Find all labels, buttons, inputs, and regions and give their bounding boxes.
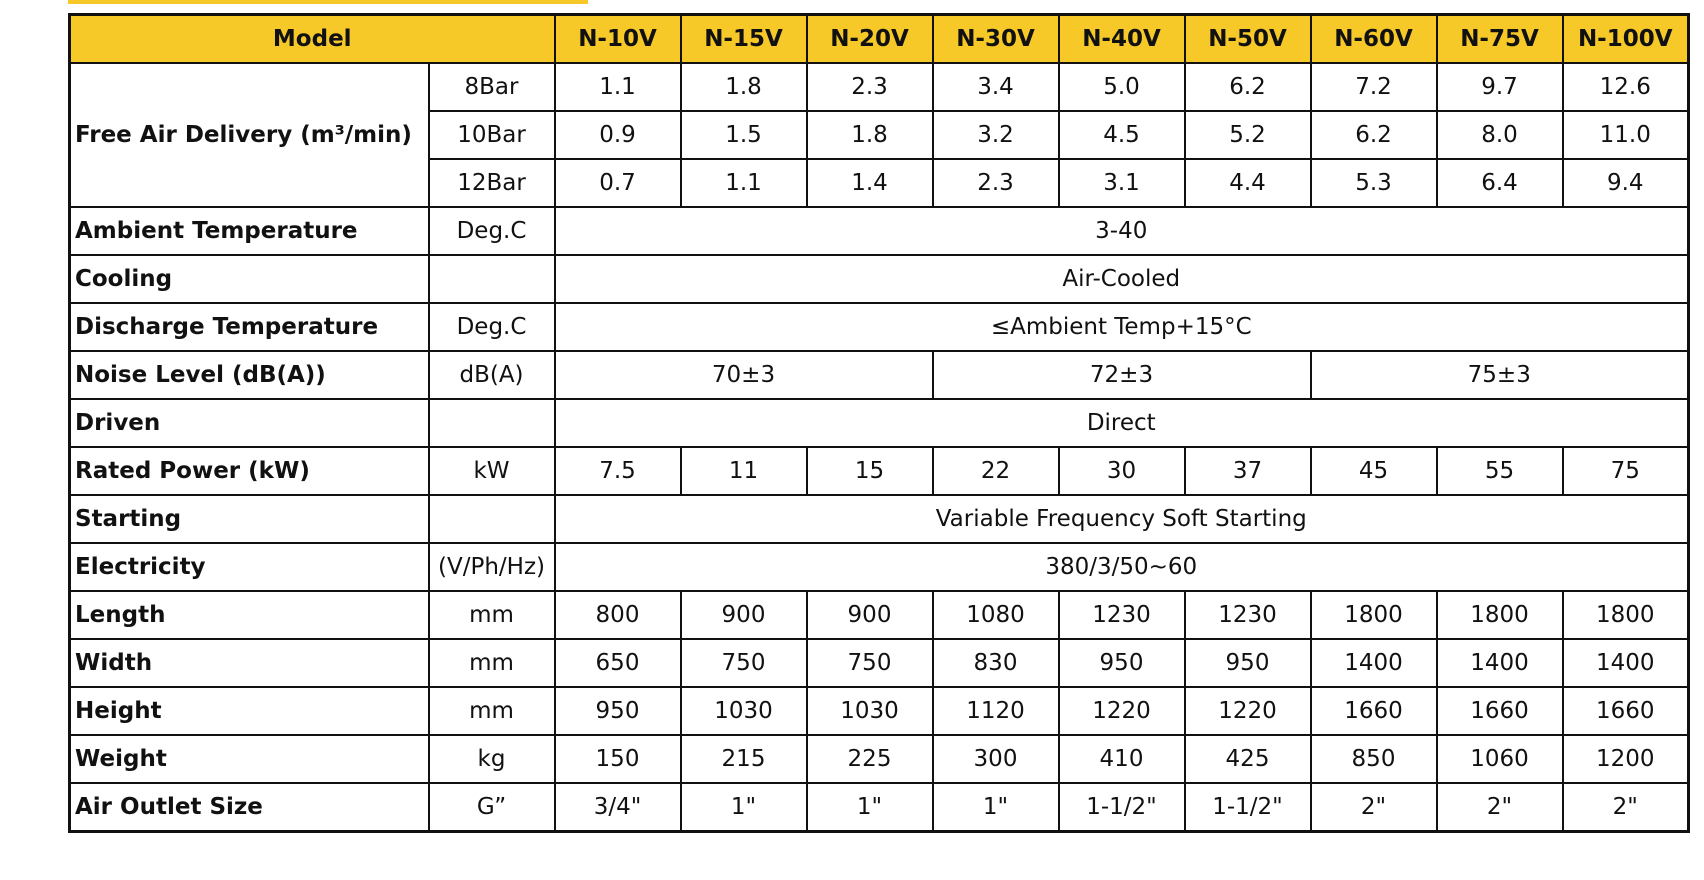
row-label: Height	[70, 687, 429, 735]
table-cell: 1060	[1437, 735, 1563, 783]
table-cell: 425	[1185, 735, 1311, 783]
table-cell: 45	[1311, 447, 1437, 495]
row-label: Air Outlet Size	[70, 783, 429, 832]
noise-cell: 72±3	[933, 351, 1311, 399]
table-cell: 7.5	[555, 447, 681, 495]
spec-table	[68, 13, 1690, 833]
table-cell: 2.3	[933, 159, 1059, 207]
table-cell: 1800	[1563, 591, 1689, 639]
table-cell: 55	[1437, 447, 1563, 495]
table-cell: 1230	[1059, 591, 1185, 639]
table-row	[70, 351, 1689, 399]
table-cell: 15	[807, 447, 933, 495]
table-cell: 1400	[1311, 639, 1437, 687]
table-cell: 6.2	[1185, 63, 1311, 111]
row-label: Noise Level (dB(A))	[70, 351, 429, 399]
table-row	[70, 495, 1689, 543]
row-label: Electricity	[70, 543, 429, 591]
row-unit: Deg.C	[429, 303, 555, 351]
row-unit: 8Bar	[429, 63, 555, 111]
table-cell: 1800	[1437, 591, 1563, 639]
spanning-cell: ≤Ambient Temp+15°C	[555, 303, 1689, 351]
row-unit	[429, 255, 555, 303]
table-cell: 410	[1059, 735, 1185, 783]
spanning-cell: 380/3/50~60	[555, 543, 1689, 591]
table-cell: 4.5	[1059, 111, 1185, 159]
table-row	[70, 63, 1689, 111]
table-cell: 800	[555, 591, 681, 639]
table-row	[70, 207, 1689, 255]
row-unit: mm	[429, 639, 555, 687]
table-cell: 6.4	[1437, 159, 1563, 207]
noise-cell: 70±3	[555, 351, 933, 399]
spanning-cell: Variable Frequency Soft Starting	[555, 495, 1689, 543]
table-cell: 150	[555, 735, 681, 783]
table-cell: 1030	[681, 687, 807, 735]
table-cell: 1400	[1437, 639, 1563, 687]
table-cell: 4.4	[1185, 159, 1311, 207]
table-cell: 1"	[933, 783, 1059, 832]
table-cell: 225	[807, 735, 933, 783]
table-cell: 1200	[1563, 735, 1689, 783]
table-cell: 30	[1059, 447, 1185, 495]
table-cell: 850	[1311, 735, 1437, 783]
table-cell: 3.1	[1059, 159, 1185, 207]
table-cell: 1.4	[807, 159, 933, 207]
table-cell: 1800	[1311, 591, 1437, 639]
table-cell: 22	[933, 447, 1059, 495]
row-unit: (V/Ph/Hz)	[429, 543, 555, 591]
table-cell: 750	[807, 639, 933, 687]
row-label: Cooling	[70, 255, 429, 303]
table-cell: 11	[681, 447, 807, 495]
table-cell: 2"	[1437, 783, 1563, 832]
model-header: Model	[70, 15, 555, 64]
spanning-cell: Direct	[555, 399, 1689, 447]
row-unit: kg	[429, 735, 555, 783]
table-cell: 5.0	[1059, 63, 1185, 111]
row-unit	[429, 495, 555, 543]
table-cell: 1400	[1563, 639, 1689, 687]
table-cell: 300	[933, 735, 1059, 783]
table-cell: 215	[681, 735, 807, 783]
table-row	[70, 639, 1689, 687]
table-cell: 830	[933, 639, 1059, 687]
table-row	[70, 591, 1689, 639]
row-unit: mm	[429, 687, 555, 735]
table-cell: 0.9	[555, 111, 681, 159]
table-cell: 12.6	[1563, 63, 1689, 111]
row-unit: 10Bar	[429, 111, 555, 159]
row-unit: G”	[429, 783, 555, 832]
table-cell: 5.3	[1311, 159, 1437, 207]
row-unit: Deg.C	[429, 207, 555, 255]
model-header-cell: N-20V	[807, 15, 933, 64]
row-label: Driven	[70, 399, 429, 447]
table-row	[70, 399, 1689, 447]
model-header-cell: N-100V	[1563, 15, 1689, 64]
row-label: Weight	[70, 735, 429, 783]
row-label: Discharge Temperature	[70, 303, 429, 351]
row-label: Starting	[70, 495, 429, 543]
table-cell: 750	[681, 639, 807, 687]
table-row	[70, 303, 1689, 351]
table-cell: 1230	[1185, 591, 1311, 639]
row-label: Rated Power (kW)	[70, 447, 429, 495]
table-cell: 6.2	[1311, 111, 1437, 159]
table-cell: 9.7	[1437, 63, 1563, 111]
table-cell: 37	[1185, 447, 1311, 495]
table-cell: 1220	[1185, 687, 1311, 735]
table-cell: 1.5	[681, 111, 807, 159]
table-cell: 3/4"	[555, 783, 681, 832]
model-header-cell: N-75V	[1437, 15, 1563, 64]
table-cell: 7.2	[1311, 63, 1437, 111]
table-header-row	[70, 15, 1689, 64]
table-cell: 3.2	[933, 111, 1059, 159]
table-cell: 8.0	[1437, 111, 1563, 159]
table-cell: 2"	[1563, 783, 1689, 832]
table-cell: 2"	[1311, 783, 1437, 832]
table-cell: 1.8	[681, 63, 807, 111]
table-row	[70, 543, 1689, 591]
model-header-cell: N-50V	[1185, 15, 1311, 64]
row-label: Ambient Temperature	[70, 207, 429, 255]
header-accent-strip	[68, 0, 588, 4]
row-unit: kW	[429, 447, 555, 495]
row-label: Free Air Delivery (m³/min)	[70, 63, 429, 207]
table-cell: 1"	[807, 783, 933, 832]
table-cell: 950	[1059, 639, 1185, 687]
table-row	[70, 447, 1689, 495]
table-cell: 1030	[807, 687, 933, 735]
table-cell: 650	[555, 639, 681, 687]
table-cell: 1220	[1059, 687, 1185, 735]
model-header-cell: N-10V	[555, 15, 681, 64]
spanning-cell: Air-Cooled	[555, 255, 1689, 303]
table-cell: 1-1/2"	[1059, 783, 1185, 832]
table-cell: 1660	[1563, 687, 1689, 735]
model-header-cell: N-60V	[1311, 15, 1437, 64]
table-cell: 1.1	[681, 159, 807, 207]
table-cell: 5.2	[1185, 111, 1311, 159]
table-cell: 2.3	[807, 63, 933, 111]
row-label: Width	[70, 639, 429, 687]
table-cell: 1660	[1311, 687, 1437, 735]
table-cell: 0.7	[555, 159, 681, 207]
table-cell: 1.8	[807, 111, 933, 159]
noise-cell: 75±3	[1311, 351, 1689, 399]
table-cell: 900	[681, 591, 807, 639]
table-cell: 1080	[933, 591, 1059, 639]
table-cell: 75	[1563, 447, 1689, 495]
model-header-cell: N-40V	[1059, 15, 1185, 64]
table-cell: 1660	[1437, 687, 1563, 735]
table-row	[70, 735, 1689, 783]
spanning-cell: 3-40	[555, 207, 1689, 255]
table-cell: 950	[555, 687, 681, 735]
table-cell: 900	[807, 591, 933, 639]
row-unit	[429, 399, 555, 447]
table-cell: 1120	[933, 687, 1059, 735]
table-row	[70, 255, 1689, 303]
table-row	[70, 687, 1689, 735]
table-cell: 1"	[681, 783, 807, 832]
table-cell: 1-1/2"	[1185, 783, 1311, 832]
table-cell: 950	[1185, 639, 1311, 687]
table-cell: 1.1	[555, 63, 681, 111]
table-row	[70, 783, 1689, 832]
model-header-cell: N-15V	[681, 15, 807, 64]
row-label: Length	[70, 591, 429, 639]
row-unit: 12Bar	[429, 159, 555, 207]
table-cell: 9.4	[1563, 159, 1689, 207]
row-unit: dB(A)	[429, 351, 555, 399]
row-unit: mm	[429, 591, 555, 639]
table-cell: 3.4	[933, 63, 1059, 111]
model-header-cell: N-30V	[933, 15, 1059, 64]
table-cell: 11.0	[1563, 111, 1689, 159]
